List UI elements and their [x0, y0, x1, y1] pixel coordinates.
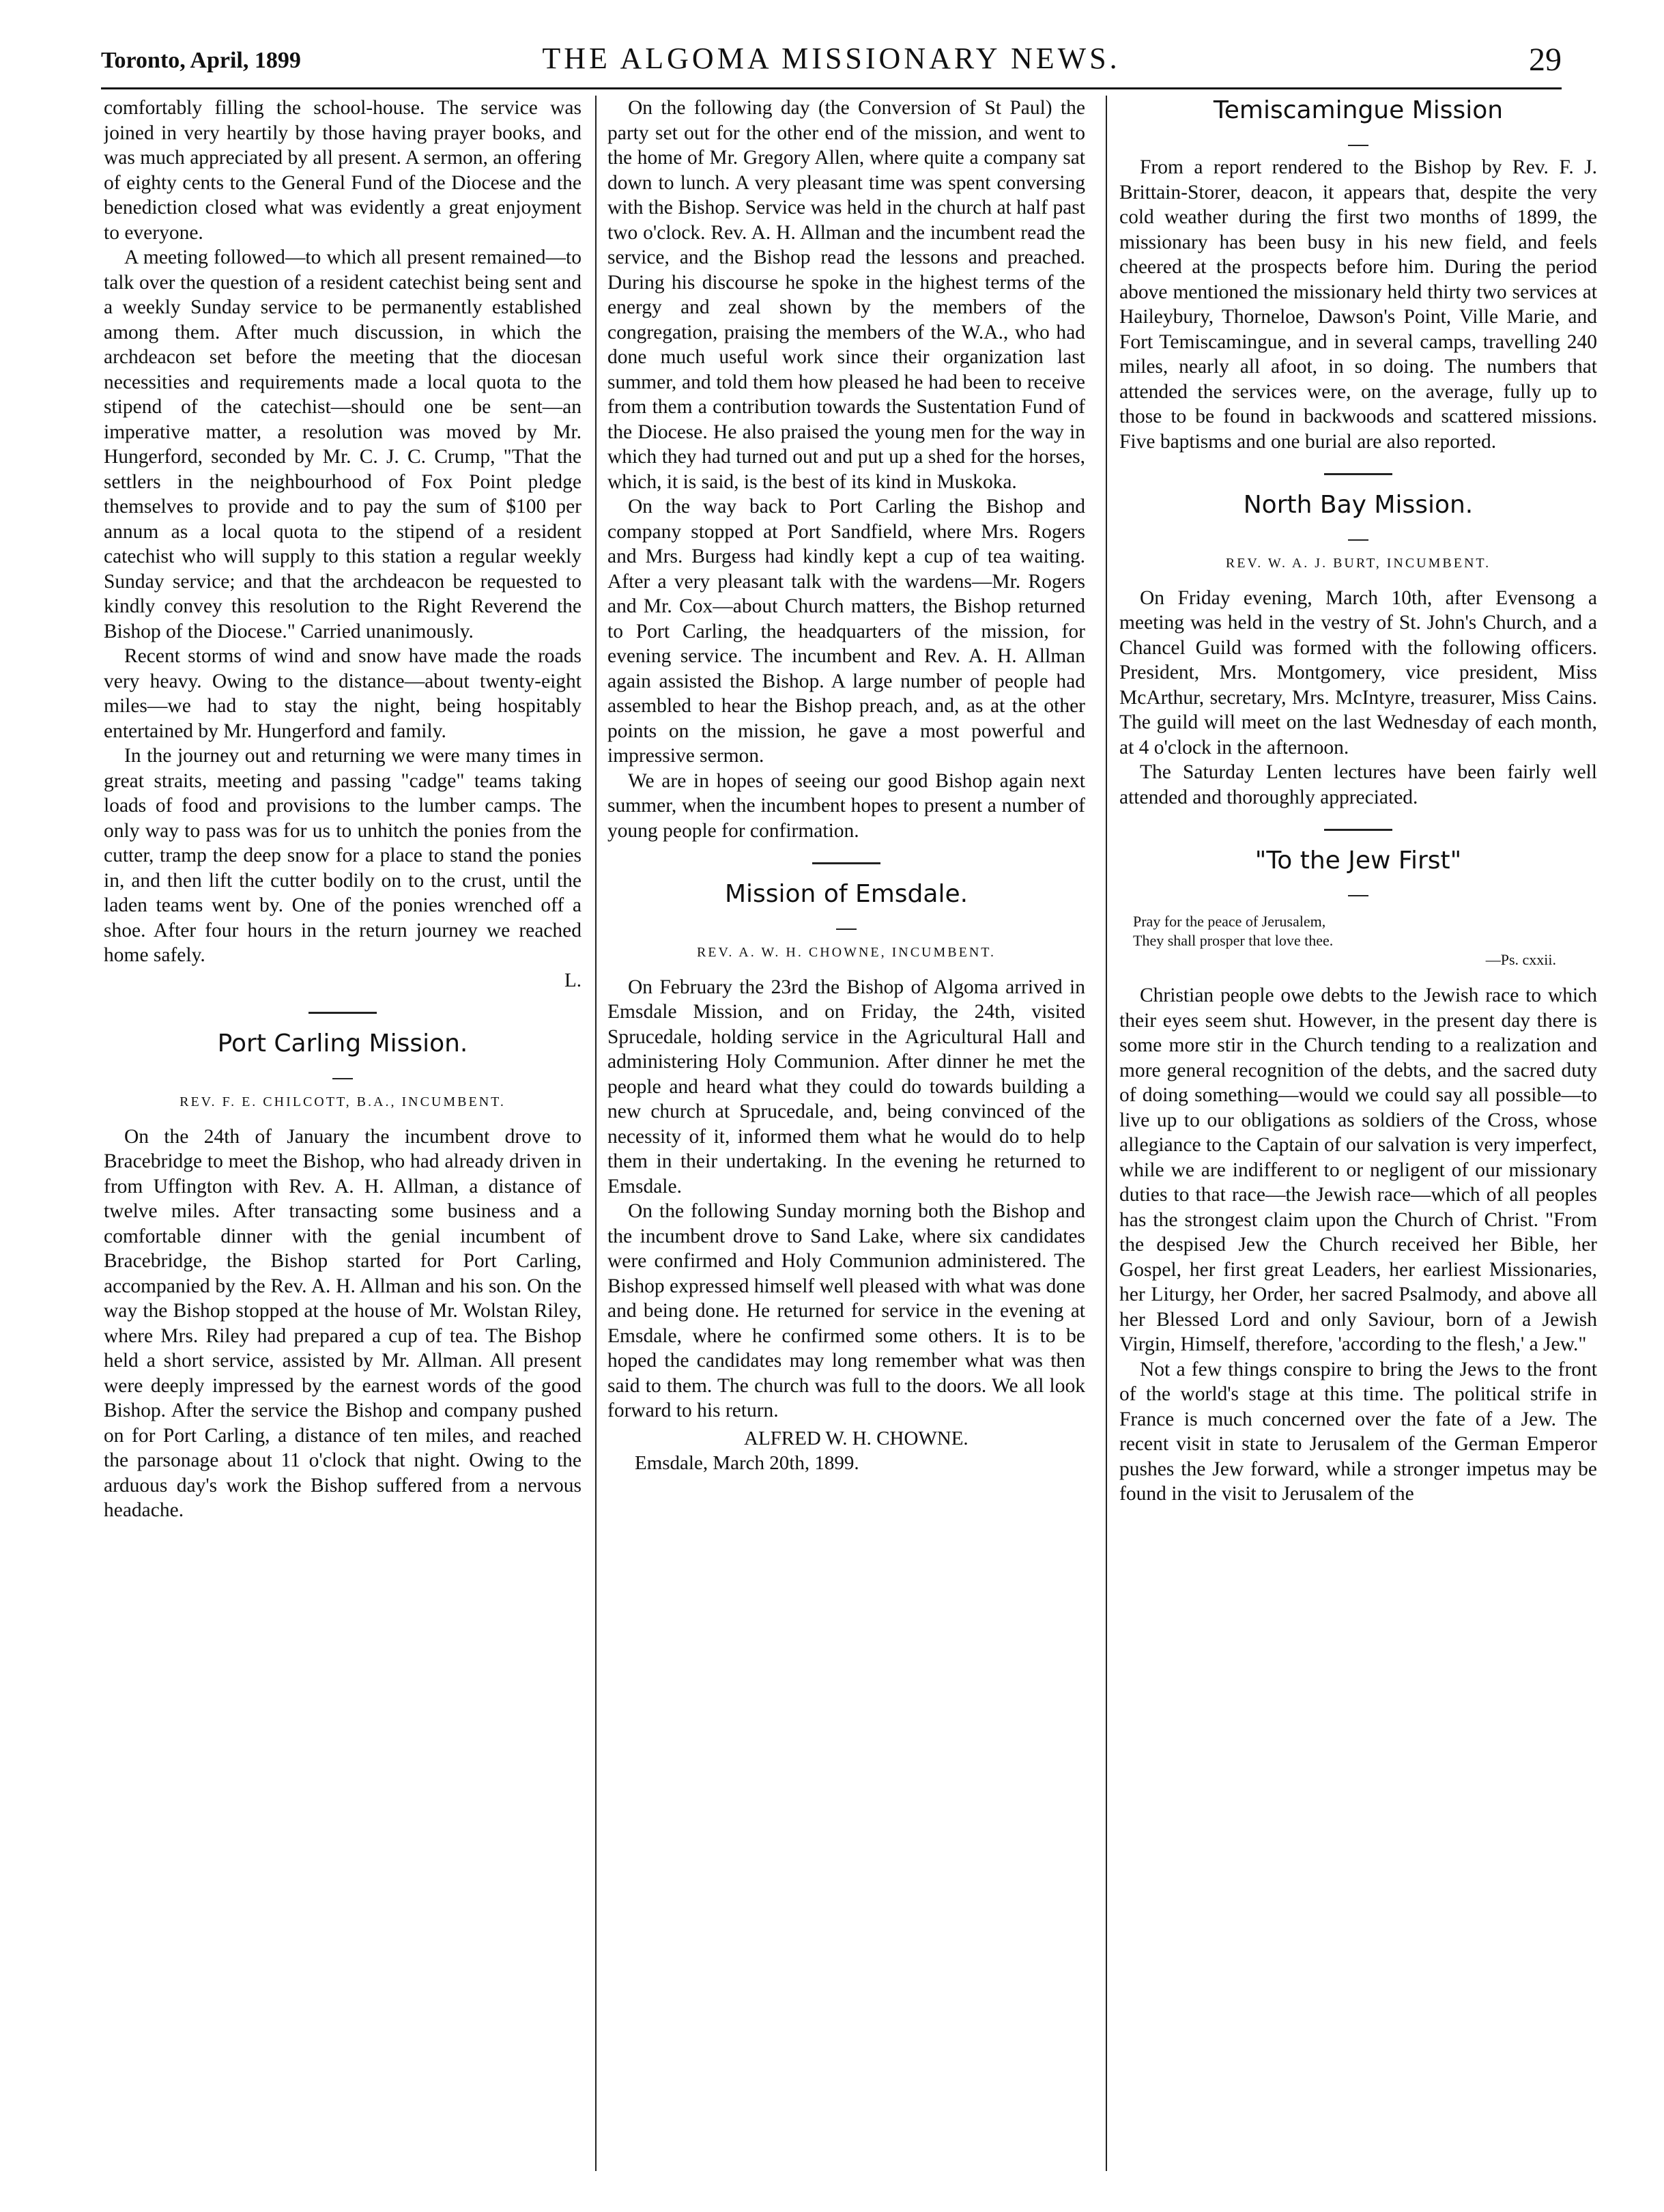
section-separator — [309, 1012, 377, 1014]
title-dash — [1119, 878, 1597, 903]
paragraph: Recent storms of wind and snow have made the roads very heavy. Owing to the distance—about twenty-eight miles—we had to stay the night, being hospitably entertained by Mr. Hungerford and family. — [104, 645, 582, 742]
epigraph-line: Pray for the peace of Jerusalem, — [1133, 913, 1326, 930]
section-separator — [1324, 473, 1392, 475]
column-divider — [1106, 96, 1107, 2171]
byline: REV. F. E. CHILCOTT, B.A., INCUMBENT. — [180, 1094, 506, 1109]
section-title: North Bay Mission. — [1243, 491, 1474, 519]
paragraph: From a report rendered to the Bishop by Rev. F. J. Brittain-Storer, deacon, it appears that, despite the very cold weather during the first two months of 1899, the missionary has been busy in his new field, and feels cheered at the prospects before him. During the period above mentioned the missionary held thirty two services at Haileybury, Thorneloe, Dawson's Point, Ville Marie, and Fort Temiscamingue, and in several camps, travelling 240 miles, nearly all afoot, in so doing. The numbers that attended the services were, on the average, fully up to those to be found in backwoods and scattered missions. Five baptisms and one burial are also reported. — [1119, 156, 1597, 453]
section-title: Port Carling Mission. — [217, 1030, 468, 1058]
paragraph: Christian people owe debts to the Jewish race to which their eyes seem shut. However, in the present day there is some more stir in the Church tending to a realization and more general recognition of the debts, and the sacred duty of doing something—would we could say all possible—to live up to our obligations as soldiers of the Cross, whose allegiance to the Captain of our salvation is very imperfect, while we are indifferent to or negligent of our missionary duties to that race—the Jewish race—which of all peoples has the strongest claim upon the Church of Christ. "From the despised Jew the Church received her Bible, her Gospel, her first great Leaders, her earliest Missionaries, her Liturgy, her Order, her sacred Psalmody, and above all her Blessed Lord and only Saviour, born of a Jewish Virgin, Himself, therefore, 'according to the flesh,' a Jew." — [1119, 984, 1597, 1355]
section-separator — [812, 862, 880, 864]
paragraph: On Friday evening, March 10th, after Evensong a meeting was held in the vestry of St. John's Church, and a Chancel Guild was formed with the following officers. President, Mrs. Montgomery, vice president, Miss McArthur, secretary, Mrs. McIntyre, treasurer, Miss Cains. The guild will meet on the last Wednesday of each month, at 4 o'clock in the afternoon. — [1119, 586, 1597, 758]
masthead: THE ALGOMA MISSIONARY NEWS. — [542, 42, 1121, 75]
paragraph: On the following day (the Conversion of St Paul) the party set out for the other end of the mission, and went to the home of Mr. Gregory Allen, where quite a company sat down to lunch. A very pleasant time was spent conversing with the Bishop. Service was held in the church at half past two o'clock. Rev. A. H. Allman and the incumbent read the service, and the Bishop read the lessons and preached. During his discourse he spoke in the highest terms of the energy and zeal shown by the members of the congregation, praising the members of the W.A., who had done much useful work since their organization last summer, and told them how pleased he had been to receive from them a contribution towards the Sustentation Fund of the Diocese. He also praised the young men for the way in which they had turned out and put up a shed for the horses, which, it is said, is the best of its kind in Muskoka. — [607, 97, 1085, 493]
paragraph: On the 24th of January the incumbent drove to Bracebridge to meet the Bishop, who had already driven in from Uffington with Rev. A. H. Allman, a distance of twelve miles. After transacting some business and a comfortable dinner with the genial incumbent of Bracebridge, the Bishop started for Port Carling, accompanied by the Rev. A. H. Allman and his son. On the way the Bishop stopped at the house of Mr. Wolstan Riley, where Mrs. Riley had prepared a cup of tea. The Bishop held a short service, assisted by Mr. Allman. All present were deeply impressed by the earnest words of the good Bishop. After the service the Bishop and company pushed on for Port Carling, a distance of ten miles, and reached the parsonage about 11 o'clock that night. Owing to the arduous day's work the Bishop suffered from a nervous headache. — [104, 1125, 582, 1521]
column-1 — [104, 96, 582, 2185]
paragraph: On February the 23rd the Bishop of Algoma arrived in Emsdale Mission, and on Friday, the 24th, visited Sprucedale, holding service in the Agricultural Hall and administering Holy Communion. After dinner he met the people and heard what they could do towards building a new church at Sprucedale, and, being convinced of the necessity of it, informed them what he would do to help them in their undertaking. In the evening he returned to Emsdale. — [607, 976, 1085, 1197]
section-title: Temiscamingue Mission — [1213, 96, 1504, 124]
epigraph-line: They shall prosper that love thee. — [1133, 932, 1334, 949]
column-2 — [607, 96, 1085, 2185]
paragraph: Not a few things conspire to bring the Jews to the front of the world's stage at this time. The political strife in France is much concerned over the fate of a Jew. The recent visit in state to Jerusalem of the German Emperor pushes the Jew forward, while a stronger impetus may be found in the visit to Jerusalem of the — [1119, 1358, 1597, 1505]
byline: REV. A. W. H. CHOWNE, INCUMBENT. — [696, 945, 996, 960]
epigraph-reference: —Ps. cxxii. — [1485, 951, 1556, 968]
column-3 — [1119, 96, 1597, 2185]
signature: ALFRED W. H. CHOWNE. — [744, 1427, 969, 1449]
paragraph: On the following Sunday morning both the Bishop and the incumbent drove to Sand Lake, where six candidates were confirmed and Holy Communion administered. The Bishop expressed himself well pleased with what was done and being done. He returned for service in the evening at Emsdale, where he confirmed some others. It is to be hoped the candidates may long remember what was then said to them. The church was full to the doors. We all look forward to his return. — [607, 1200, 1085, 1421]
page-number: 29 — [1529, 42, 1562, 78]
header-rule — [101, 87, 1562, 89]
paragraph: On the way back to Port Carling the Bishop and company stopped at Port Sandfield, where Mrs. Rogers and Mrs. Burgess had kindly kept a cup of tea waiting. After a very pleasant talk with the wardens—Mr. Rogers and Mr. Cox—about Church matters, the Bishop returned to Port Carling, the headquarters of the mission, for evening service. The incumbent and Rev. A. H. Allman again assisted the Bishop. A large number of people had assembled to hear the Bishop preach, and, as at the other points on the mission, he gave a most powerful and impressive sermon. — [607, 496, 1085, 767]
section-title: "To the Jew First" — [1254, 847, 1462, 875]
paragraph: A meeting followed—to which all present remained—to talk over the question of a resident catechist being sent and a weekly Sunday service to be permanently established among them. After much discussion, in which the archdeacon set before the meeting that the diocesan necessities and requirements made a local quota to the stipend of the catechist—should one be sent—an imperative matter, a resolution was moved by Mr. Hungerford, seconded by Mr. C. J. C. Crump, "That the settlers in the neighbourhood of Fox Point pledge themselves to provide and to pay the sum of $100 per annum as a local quota to the stipend of a resident catechist who will supply to this station a regular weekly Sunday service; and that the archdeacon be requested to kindly convey this resolution to the Right Reverend the Bishop of the Diocese." Carried unanimously. — [104, 246, 582, 642]
paragraph: In the journey out and returning we were many times in great straits, meeting and passing "cadge" teams taking loads of food and provisions to the lumber camps. The only way to pass was for us to unhitch the ponies from the cutter, tramp the deep snow for a place to stand the ponies in, and then lift the cutter bodily on to the crust, until the laden teams went by. One of the ponies wrenched off a shoe. After four hours in the return journey we reached home safely. — [104, 745, 582, 966]
paragraph: We are in hopes of seeing our good Bishop again next summer, when the incumbent hopes to present a number of young people for confirmation. — [607, 769, 1085, 842]
title-dash — [104, 1061, 582, 1086]
title-dash — [1119, 522, 1597, 548]
title-dash — [1119, 128, 1597, 153]
dateline: Toronto, April, 1899 — [101, 48, 301, 73]
signature: L. — [564, 969, 582, 991]
byline: REV. W. A. J. BURT, INCUMBENT. — [1225, 556, 1491, 571]
title-dash — [607, 911, 1085, 937]
paragraph: The Saturday Lenten lectures have been fairly well attended and thoroughly appreciated. — [1119, 761, 1597, 808]
column-divider — [595, 96, 597, 2171]
dateline: Emsdale, March 20th, 1899. — [635, 1452, 859, 1474]
section-title: Mission of Emsdale. — [724, 880, 969, 908]
epigraph — [1119, 912, 1597, 969]
paragraph: comfortably filling the school-house. The service was joined in very heartily by those having prayer books, and was much appreciated by all present. A sermon, an offering of eighty cents to the General Fund of the Diocese and the benediction closed what was evidently a great enjoyment to everyone. — [104, 97, 582, 244]
section-separator — [1324, 829, 1392, 831]
